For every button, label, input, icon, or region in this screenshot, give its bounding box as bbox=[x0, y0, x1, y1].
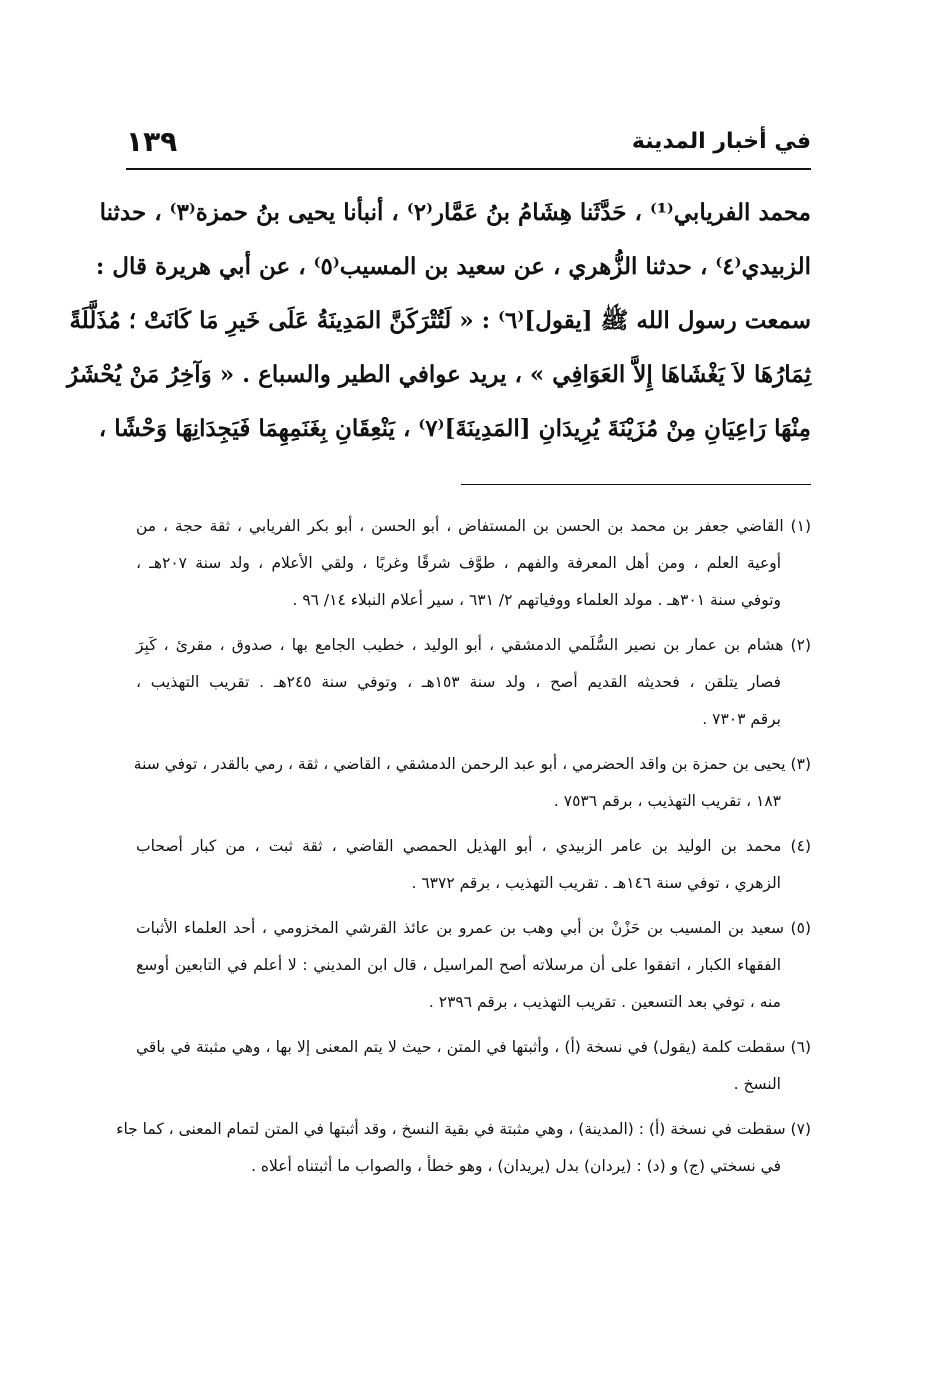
footnote-line: الزهري ، توفي سنة ١٤٦هـ . تقريب التهذيب ، برقم ٦٣٧٢ . bbox=[411, 874, 781, 892]
footnote-7 bbox=[116, 1111, 811, 1185]
page-header bbox=[126, 118, 811, 164]
running-title: في أخبار المدينة bbox=[631, 128, 811, 154]
footnotes bbox=[116, 508, 811, 1193]
footnote-line: (٢) هشام بن عمار بن نصير السُّلَمي الدمشقي ، أبو الوليد ، خطيب الجامع بها ، صدوق ، مقرئ ، كَبِرَ bbox=[136, 636, 811, 654]
page-number: ١٣٩ bbox=[126, 124, 178, 158]
footnote-line: ١٨٣ ، تقريب التهذيب ، برقم ٧٥٣٦ . bbox=[553, 792, 781, 810]
footnote-line: في نسختي (ج) و (د) : (يردان) بدل (يريدان) ، وهو خطأ ، والصواب ما أثبتناه أعلاه . bbox=[251, 1157, 781, 1175]
footnote-3 bbox=[133, 746, 811, 820]
footnote-line: (٤) محمد بن الوليد بن عامر الزبيدي ، أبو الهذيل الحمصي القاضي ، ثقة ثبت ، من كبار أصحاب bbox=[136, 837, 811, 855]
main-text-line: الزبيدي⁽٤⁾ ، حدثنا الزُّهري ، عن سعيد بن المسيب⁽٥⁾ ، عن أبي هريرة قال : bbox=[95, 253, 811, 280]
footnote-6 bbox=[136, 1029, 811, 1103]
footnote-line: (٦) سقطت كلمة (يقول) في نسخة (أ) ، وأثبتها في المتن ، حيث لا يتم المعنى إلا بها ، وهي مثبتة في باقي bbox=[136, 1038, 811, 1056]
footnote-line: منه ، توفي بعد التسعين . تقريب التهذيب ، برقم ٢٣٩٦ . bbox=[428, 993, 781, 1011]
footnote-line: (٥) سعيد بن المسيب بن حَزْنْ بن أبي وهب بن عمرو بن عائذ القرشي المخزومي ، أحد العلماء الأثبات bbox=[136, 919, 811, 937]
main-text-line: محمد الفريابي⁽¹⁾ ، حَدَّثَنا هِشَامُ بنُ عَمَّار⁽٢⁾ ، أنبأنا يحيى بنُ حمزة⁽٣⁾ ، حدثنا bbox=[99, 199, 811, 226]
footnote-line: برقم ٧٣٠٣ . bbox=[702, 710, 781, 728]
footnote-separator bbox=[461, 484, 811, 485]
footnote-line: (٧) سقطت في نسخة (أ) : (المدينة) ، وهي مثبتة في بقية النسخ ، وقد أثبتها في المتن لتمام المعنى ، كما جاء bbox=[116, 1120, 811, 1138]
main-text-line: ثِمَارُهَا لاَ يَغْشَاهَا إِلاَّ العَوَافِي » ، يريد عوافي الطير والسباع . « وَآخِرُ مَنْ يُحْشَرُ bbox=[67, 361, 811, 388]
main-text-line: سمعت رسول الله ﷺ [يقول]⁽٦⁾ : « لَتُتْرَكَنَّ المَدِينَةُ عَلَى خَيرِ مَا كَانَتْ ؛ مُذَلَّلَةً bbox=[69, 307, 811, 334]
footnote-line: أوعية العلم ، ومن أهل المعرفة والفهم ، طوَّف شرقًا وغربًا ، ولقي الأعلام ، ولد سنة ٢٠٧هـ ، bbox=[136, 554, 781, 572]
footnote-5 bbox=[136, 910, 811, 1021]
footnote-2 bbox=[136, 627, 811, 738]
main-text-line: مِنْهَا رَاعِيَانِ مِنْ مُزَيْنَةَ يُرِيدَانِ [المَدِينَةَ]⁽٧⁾ ، يَنْعِقَانِ بِغَنَمِهِمَا فَيَجِدَانِهَا وَحْشًا ، bbox=[98, 415, 811, 442]
footnote-line: الفقهاء الكبار ، اتفقوا على أن مرسلاته أصح المراسيل ، قال ابن المديني : لا أعلم في التابعين أوسع bbox=[136, 956, 781, 974]
header-rule bbox=[126, 168, 811, 170]
footnote-line: النسخ . bbox=[733, 1075, 781, 1093]
footnote-line: وتوفي سنة ٣٠١هـ . مولد العلماء ووفياتهم ٢/ ٦٣١ ، سير أعلام النبلاء ١٤/ ٩٦ . bbox=[292, 591, 781, 609]
footnote-line: فصار يتلقن ، فحديثه القديم أصح ، ولد سنة ١٥٣هـ ، وتوفي سنة ٢٤٥هـ . تقريب التهذيب ، bbox=[136, 673, 781, 691]
footnote-1 bbox=[136, 508, 811, 619]
footnote-4 bbox=[136, 828, 811, 902]
main-text bbox=[67, 186, 811, 456]
footnote-line: (٣) يحيى بن حمزة بن واقد الحضرمي ، أبو عبد الرحمن الدمشقي ، القاضي ، ثقة ، رمي بالقدر ، توفي سنة bbox=[133, 755, 811, 773]
footnote-line: (١) القاضي جعفر بن محمد بن الحسن بن المستفاض ، أبو الحسن ، أبو بكر الفريابي ، ثقة حجة ، من bbox=[136, 517, 811, 535]
